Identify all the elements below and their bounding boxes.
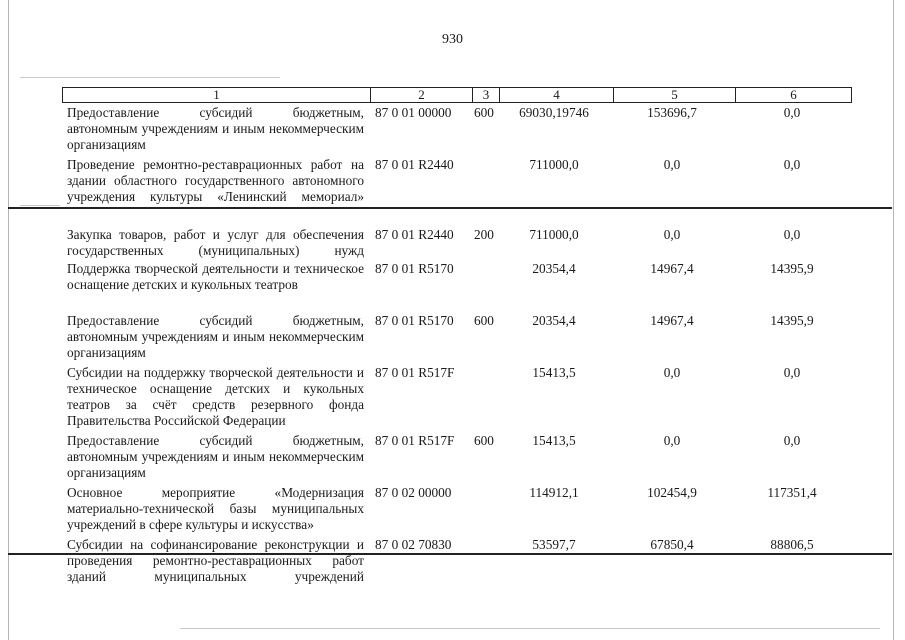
row-name: Закупка товаров, работ и услуг для обеспечения государственных (муниципальных) нужд <box>67 227 364 258</box>
row-name: Субсидии на софинансирование реконструкции и проведения ремонтно-реставрационных работ зданий муниципальных учреждений <box>67 537 364 584</box>
row-value-col6: 14395,9 <box>770 261 814 276</box>
row-value-col4: 711000,0 <box>529 157 579 172</box>
header-col-1: 1 <box>213 87 220 102</box>
row-name: Проведение ремонтно-реставрационных работ на здании областного государственного автономного учреждения культуры «Ленинский мемориал» <box>67 157 364 204</box>
row-code: 87 0 01 R517F <box>375 433 455 448</box>
page-number: 930 <box>442 32 463 47</box>
row-value-col6: 0,0 <box>783 433 801 448</box>
header-col-2: 2 <box>370 88 472 102</box>
row-value-col5: 14967,4 <box>650 261 694 276</box>
row-value-col4: 20354,4 <box>532 261 576 276</box>
row-code: 87 0 01 R2440 <box>375 227 454 242</box>
row-value-col5: 0,0 <box>663 157 681 172</box>
row-value-col6: 14395,9 <box>770 313 814 328</box>
row-code: 87 0 01 R5170 <box>375 313 454 328</box>
row-value-col6: 0,0 <box>783 365 801 380</box>
row-value-col4: 114912,1 <box>529 485 579 500</box>
row-value-col5: 67850,4 <box>650 537 694 552</box>
row-code: 87 0 01 R2440 <box>375 157 454 172</box>
scan-artifact-line <box>20 205 60 206</box>
row-code: 87 0 01 R5170 <box>375 261 454 276</box>
row-code: 87 0 02 70830 <box>375 537 452 552</box>
scan-left-edge <box>8 0 9 640</box>
scan-artifact-line <box>20 77 280 78</box>
scan-artifact-line <box>180 628 880 629</box>
row-value-col4: 69030,19746 <box>519 105 589 120</box>
row-value-col5: 0,0 <box>663 227 681 242</box>
table-header <box>62 87 852 103</box>
row-value-col5: 102454,9 <box>647 485 697 500</box>
row-value-col6: 117351,4 <box>767 485 817 500</box>
row-code: 87 0 02 00000 <box>375 485 452 500</box>
row-name: Основное мероприятие «Модернизация материально-технической базы муниципальных учреждений в сфере культуры и искусства» <box>67 485 364 532</box>
header-col-5: 5 <box>613 88 735 102</box>
row-value-col4: 53597,7 <box>532 537 576 552</box>
header-col-3: 3 <box>472 88 499 102</box>
row-expense-type: 600 <box>474 105 494 120</box>
row-value-col6: 0,0 <box>783 227 801 242</box>
row-expense-type: 200 <box>474 227 494 242</box>
row-value-col4: 711000,0 <box>529 227 579 242</box>
header-col-4: 4 <box>499 88 613 102</box>
row-expense-type: 600 <box>474 433 494 448</box>
row-value-col5: 0,0 <box>663 433 681 448</box>
row-separator <box>8 207 892 209</box>
row-value-col5: 14967,4 <box>650 313 694 328</box>
row-name: Предоставление субсидий бюджетным, автономным учреждениям и иным некоммерческим организациям <box>67 313 364 360</box>
row-name: Предоставление субсидий бюджетным, автономным учреждениям и иным некоммерческим организациям <box>67 433 364 480</box>
row-name: Предоставление субсидий бюджетным, автономным учреждениям и иным некоммерческим организациям <box>67 105 364 152</box>
row-value-col5: 0,0 <box>663 365 681 380</box>
row-value-col4: 15413,5 <box>532 433 576 448</box>
row-code: 87 0 01 00000 <box>375 105 452 120</box>
row-expense-type: 600 <box>474 313 494 328</box>
scan-right-edge <box>893 0 894 640</box>
row-value-col4: 20354,4 <box>532 313 576 328</box>
row-value-col5: 153696,7 <box>647 105 697 120</box>
row-value-col4: 15413,5 <box>532 365 576 380</box>
row-name: Поддержка творческой деятельности и техническое оснащение детских и кукольных театров <box>67 261 364 292</box>
row-value-col6: 88806,5 <box>770 537 814 552</box>
row-value-col6: 0,0 <box>783 157 801 172</box>
row-code: 87 0 01 R517F <box>375 365 455 380</box>
row-value-col6: 0,0 <box>783 105 801 120</box>
header-col-6: 6 <box>735 88 851 102</box>
row-name: Субсидии на поддержку творческой деятельности и техническое оснащение детских и кукольных театров за счёт средств резервного фонда Правительства Российской Федерации <box>67 365 364 428</box>
